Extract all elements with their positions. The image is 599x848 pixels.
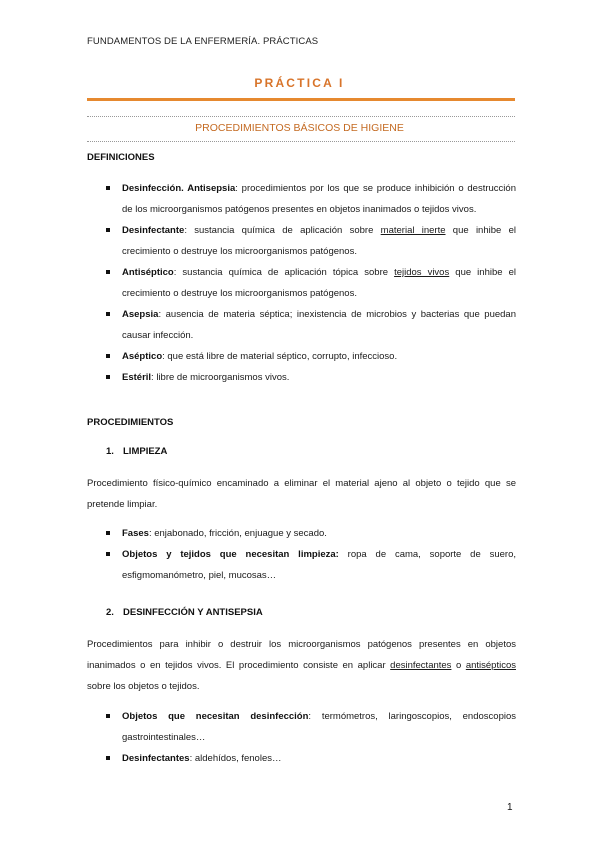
bullet-icon	[106, 312, 110, 316]
item-term: Objetos y tejidos que necesitan limpieza:	[122, 549, 339, 560]
desinfeccion-paragraph	[87, 634, 516, 697]
item-text: : aldehídos, fenoles…	[189, 753, 282, 764]
bullet-icon	[106, 270, 110, 274]
definitions-list	[106, 178, 516, 388]
section-rule-top	[87, 116, 515, 117]
section-heading-text: DESINFECCIÓN Y ANTISEPSIA	[123, 607, 263, 618]
page-number: 1	[507, 802, 513, 813]
desinfeccion-item	[106, 748, 516, 769]
section-heading-text: LIMPIEZA	[123, 446, 168, 457]
item-text: : enjabonado, fricción, enjuague y secado.	[148, 528, 327, 539]
definition-term: Desinfección. Antisepsia	[122, 183, 236, 194]
definition-item	[106, 367, 516, 388]
definition-text: : que está libre de material séptico, corrupto, infeccioso.	[162, 351, 398, 362]
desinfeccion-item	[106, 706, 516, 748]
definition-text: que inhibe el crecimiento o destruye los microorganismos patógenos.	[122, 267, 516, 299]
desinfeccion-heading	[106, 607, 263, 618]
item-term: Objetos que necesitan desinfección	[122, 711, 309, 722]
definition-text: : sustancia química de aplicación sobre	[184, 225, 381, 236]
paragraph-text: Procedimientos para inhibir o destruir los microorganismos patógenos presentes en objetos inanimados o en tejidos vivos. El procedimiento consiste en aplicar	[87, 639, 516, 671]
definition-text: : sustancia química de aplicación tópica sobre	[173, 267, 395, 278]
item-text: : termómetros, laringoscopios, endoscopios gastrointestinales…	[122, 711, 516, 743]
section-title: PROCEDIMIENTOS BÁSICOS DE HIGIENE	[195, 122, 404, 134]
definition-text: : procedimientos por los que se produce inhibición o destrucción de los microorganismos patógenos presentes en objetos inanimados o tejidos vivos.	[122, 183, 516, 215]
limpieza-item	[106, 523, 516, 544]
paragraph-underlined: desinfectantes	[390, 660, 452, 671]
paragraph-text: sobre los objetos o tejidos.	[87, 681, 200, 692]
running-head: FUNDAMENTOS DE LA ENFERMERÍA. PRÁCTICAS	[87, 36, 319, 47]
practice-title: PRÁCTICA I	[254, 76, 345, 90]
limpieza-item	[106, 544, 516, 586]
definition-underlined: tejidos vivos	[394, 267, 450, 278]
definition-underlined: material inerte	[380, 225, 446, 236]
limpieza-list	[106, 523, 516, 586]
bullet-icon	[106, 552, 110, 556]
definition-item	[106, 304, 516, 346]
item-text: ropa de cama, soporte de suero, esfigmomanómetro, piel, mucosas…	[122, 549, 516, 581]
definition-term: Antiséptico	[122, 267, 174, 278]
bullet-icon	[106, 228, 110, 232]
procedures-heading: PROCEDIMIENTOS	[87, 417, 174, 428]
bullet-icon	[106, 756, 110, 760]
definition-item	[106, 346, 516, 367]
section-rule-bottom	[87, 141, 515, 142]
definition-term: Desinfectante	[122, 225, 185, 236]
definition-text: : ausencia de materia séptica; inexistencia de microbios y bacterias que puedan causar infección.	[122, 309, 516, 341]
definition-item	[106, 178, 516, 220]
bullet-icon	[106, 714, 110, 718]
definition-term: Estéril	[122, 372, 152, 383]
bullet-icon	[106, 531, 110, 535]
definition-term: Aséptico	[122, 351, 163, 362]
definition-term: Asepsia	[122, 309, 159, 320]
paragraph-underlined: antisépticos	[465, 660, 516, 671]
bullet-icon	[106, 354, 110, 358]
definition-item	[106, 262, 516, 304]
limpieza-heading	[106, 446, 167, 457]
desinfeccion-list	[106, 706, 516, 769]
definitions-heading: DEFINICIONES	[87, 152, 155, 163]
paragraph-text: o	[451, 660, 466, 671]
item-term: Fases	[122, 528, 149, 539]
definition-text: : libre de microorganismos vivos.	[151, 372, 290, 383]
limpieza-paragraph: Procedimiento físico-químico encaminado a eliminar el material ajeno al objeto o tejido que se pretende limpiar.	[87, 478, 516, 510]
item-term: Desinfectantes	[122, 753, 190, 764]
bullet-icon	[106, 186, 110, 190]
title-rule	[87, 98, 515, 101]
section-number: 1.	[106, 446, 114, 457]
bullet-icon	[106, 375, 110, 379]
definition-text: que inhibe el crecimiento o destruye los microorganismos patógenos.	[122, 225, 516, 257]
section-number: 2.	[106, 607, 114, 618]
definition-item	[106, 220, 516, 262]
